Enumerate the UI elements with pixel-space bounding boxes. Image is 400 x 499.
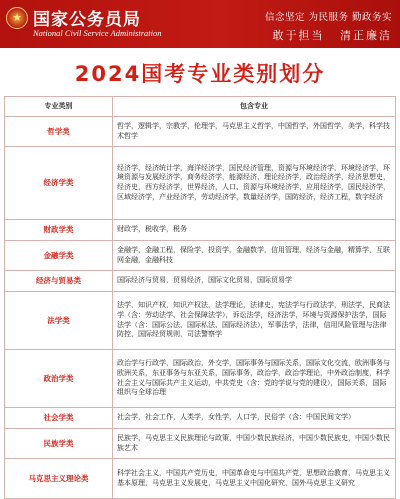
page-headline: 2024国考专业类别划分 bbox=[74, 62, 326, 86]
table-row bbox=[5, 147, 396, 220]
header-banner bbox=[0, 0, 400, 48]
majors-cell: 民族学，马克思主义民族理论与政策，中国少数民族经济，中国少数民族史，中国少数民族艺术 bbox=[113, 429, 396, 459]
majors-cell: 国际经济与贸易，贸易经济，国际文化贸易，国际贸易学 bbox=[113, 271, 396, 292]
category-cell: 金融学类 bbox=[5, 241, 113, 271]
slogan-line-2: 敢于担当 清正廉洁 bbox=[272, 29, 392, 42]
site-title-en: National Civil Service Administration bbox=[33, 28, 162, 38]
table-row bbox=[5, 292, 396, 350]
table-row bbox=[5, 271, 396, 292]
column-header-majors: 包含专业 bbox=[113, 97, 396, 117]
slogan-line-1: 信念坚定 为民服务 勤政务实 bbox=[264, 12, 392, 23]
majors-cell: 经济学，经济统计学，海洋经济学，国民经济管理，资源与环境经济学，环境经济学，环境资源与发展经济学，商务经济学，能源经济，理论经济学，政治经济学，经济思想史，经济史，西方经济学，世界经济，人口、资源与环境经济学，应用经济学，国民经济学，区域经济学，产业经济学，劳动经济学，数量经济学，国防经济，经济工程，数字经济 bbox=[113, 147, 396, 220]
category-cell: 财政学类 bbox=[5, 220, 113, 241]
table-row bbox=[5, 220, 396, 241]
category-cell: 政治学类 bbox=[5, 350, 113, 408]
majors-cell: 金融学，金融工程，保险学，投资学，金融数学，信用管理，经济与金融，精算学，互联网金融，金融科技 bbox=[113, 241, 396, 271]
majors-cell: 科学社会主义，中国共产党历史，中国革命史与中国共产党，思想政治教育，马克思主义基本原理，马克思主义发展史，马克思主义中国化研究，国外马克思主义研究 bbox=[113, 459, 396, 499]
table-row bbox=[5, 117, 396, 147]
majors-cell: 财政学，税收学，税务 bbox=[113, 220, 396, 241]
table-row bbox=[5, 459, 396, 499]
table-row bbox=[5, 429, 396, 459]
majors-cell: 社会学，社会工作，人类学，女性学，人口学，民俗学（含：中国民间文学） bbox=[113, 408, 396, 429]
site-title-cn: 国家公务员局 bbox=[33, 10, 141, 30]
majors-cell: 哲学，逻辑学，宗教学，伦理学，马克思主义哲学，中国哲学，外国哲学，美学，科学技术哲学 bbox=[113, 117, 396, 147]
category-cell: 法学类 bbox=[5, 292, 113, 350]
category-cell: 哲学类 bbox=[5, 117, 113, 147]
table-row bbox=[5, 408, 396, 429]
category-cell: 社会学类 bbox=[5, 408, 113, 429]
table-header-row bbox=[5, 97, 396, 117]
national-emblem-icon bbox=[6, 7, 28, 29]
majors-table bbox=[4, 96, 396, 499]
majors-cell: 政治学与行政学，国际政治，外交学，国际事务与国际关系，国际文化交流，欧洲事务与欧洲关系，东亚事务与东亚关系，国际事务，政治学，政治学理论，中外政治制度，科学社会主义与国际共产主义运动，中共党史（含：党的学说与党的建设），国际关系，国际组织与全球治理 bbox=[113, 350, 396, 408]
majors-cell: 法学，知识产权，知识产权法，法学理论，法律史，宪法学与行政法学，刑法学，民商法学（含：劳动法学、社会保障法学），诉讼法学，经济法学，环境与资源保护法学，国际法学（含：国际公法、国际私法、国际经济法），军事法学，法律，信用风险管理与法律防控，国际经贸规则，司法警察学 bbox=[113, 292, 396, 350]
column-header-category: 专业类别 bbox=[5, 97, 113, 117]
category-cell: 经济与贸易类 bbox=[5, 271, 113, 292]
category-cell: 经济学类 bbox=[5, 147, 113, 220]
table-row bbox=[5, 241, 396, 271]
category-cell: 马克思主义理论类 bbox=[5, 459, 113, 499]
table-row bbox=[5, 350, 396, 408]
category-cell: 民族学类 bbox=[5, 429, 113, 459]
